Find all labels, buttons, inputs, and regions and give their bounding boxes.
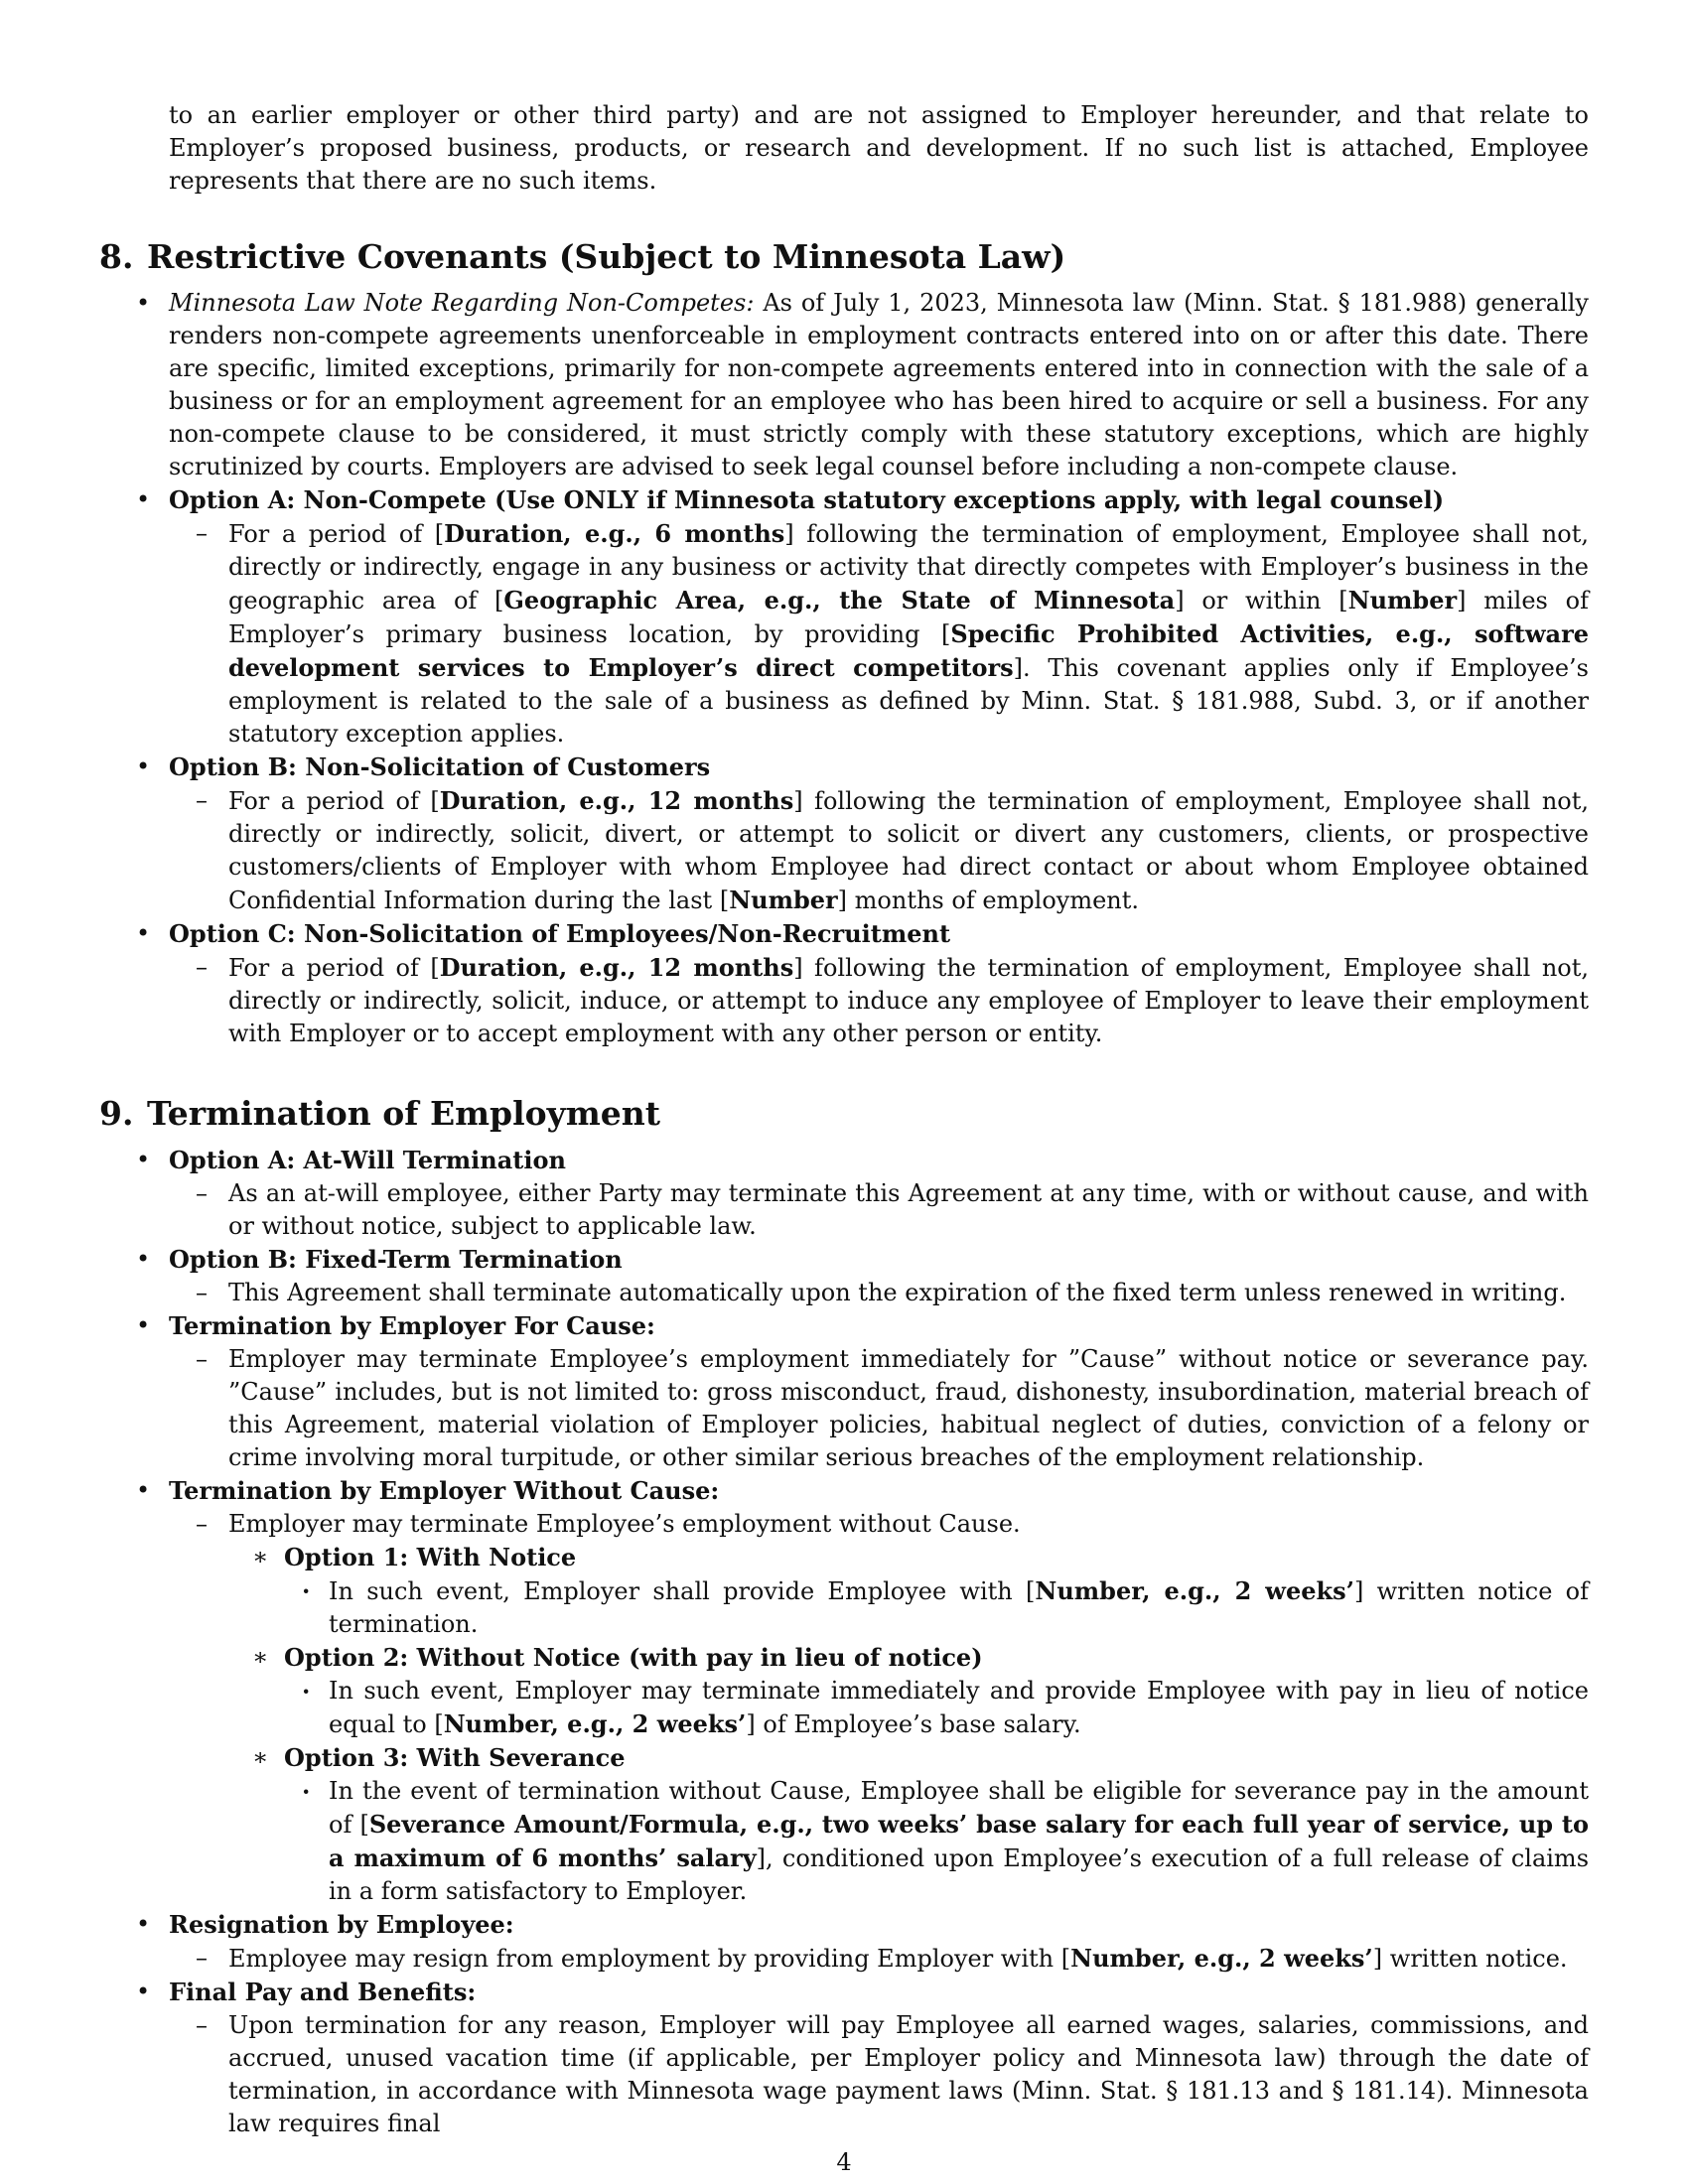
termination-without-cause — [99, 1474, 1589, 1908]
clause-text: – Upon termination for any reason, Employer will pay Employee all earned wages, salaries, commissions, and accrued, unused vacation time (if applicable, per Employer policy and Minnesota law) through the date of termination, in accordance with Minnesota wage payment laws (Minn. Stat. § 181.13 and § 181.14). Minnesota law requires final — [169, 2009, 1589, 2140]
resignation-by-employee — [99, 1908, 1589, 1976]
item-heading: Termination by Employer For Cause: — [169, 1311, 655, 1340]
option-heading: Option A: At-Will Termination — [169, 1146, 566, 1174]
clause-text: – For a period of [Duration, e.g., 6 months] following the termination of employment, Employee shall not, directly or indirectly, engage in any business or activity that directly competes with Employer’s business in the geographic area of [Geographic Area, e.g., the State of Minnesota] or within [Number] miles of Employer’s primary business location, by providing [Specific Prohibited Activities, e.g., software development services to Employer’s direct competitors]. This covenant applies only if Employee’s employment is related to the sale of a business as defined by Minn. Stat. § 181.988, Subd. 3, or if another statutory exception applies. — [169, 517, 1589, 751]
placeholder-duration: Duration, e.g., 12 months — [439, 953, 794, 982]
note-label: Minnesota Law Note Regarding Non-Competes: — [169, 289, 755, 317]
section-9-list — [99, 1144, 1589, 2140]
placeholder-number: Number — [729, 886, 838, 914]
option-c-non-solicitation-employees — [99, 917, 1589, 1050]
clause-text: · In such event, Employer shall provide Employee with [Number, e.g., 2 weeks’] written notice of termination. — [284, 1574, 1589, 1641]
option-heading: Option B: Non-Solicitation of Customers — [169, 752, 711, 781]
placeholder-notice-period: Number, e.g., 2 weeks’ — [443, 1709, 747, 1738]
option-heading: Option A: Non-Compete (Use ONLY if Minnesota statutory exceptions apply, with legal counsel) — [169, 485, 1445, 514]
item-heading: Final Pay and Benefits: — [169, 1978, 477, 2006]
clause-text: – Employer may terminate Employee’s employment immediately for ”Cause” without notice or severance pay. ”Cause” includes, but is not limited to: gross misconduct, fraud, dishonesty, insubordination, material breach of this Agreement, material violation of Employer policies, habitual neglect of duties, conviction of a felony or crime involving moral turpitude, or other similar serious breaches of the employment relationship. — [169, 1343, 1589, 1474]
option-heading: Option 2: Without Notice (with pay in lieu of notice) — [284, 1643, 983, 1672]
option-a-non-compete — [99, 483, 1589, 751]
item-heading: Termination by Employer Without Cause: — [169, 1476, 720, 1505]
page-content — [99, 99, 1589, 2140]
termination-for-cause — [99, 1309, 1589, 1474]
clause-text: – This Agreement shall terminate automatically upon the expiration of the fixed term unless renewed in writing. — [169, 1277, 1589, 1309]
clause-text: · In such event, Employer may terminate immediately and provide Employee with pay in lieu of notice equal to [Number, e.g., 2 weeks’] of Employee’s base salary. — [284, 1675, 1589, 1741]
minnesota-law-note — [99, 287, 1589, 483]
clause-text: – Employee may resign from employment by providing Employer with [Number, e.g., 2 weeks’] written notice. — [169, 1942, 1589, 1976]
placeholder-duration: Duration, e.g., 6 months — [444, 519, 785, 548]
option-heading: Option C: Non-Solicitation of Employees/Non-Recruitment — [169, 919, 951, 948]
placeholder-activities: Specific Prohibited Activities, e.g., software development services to Employer’s direct competitors — [228, 619, 1590, 682]
placeholder-notice-period: Number, e.g., 2 weeks’ — [1035, 1576, 1354, 1605]
option-heading: Option 1: With Notice — [284, 1543, 577, 1571]
placeholder-severance: Severance Amount/Formula, e.g., two weeks’ base salary for each full year of service, up to a maximum of 6 months’ salary — [329, 1810, 1590, 1872]
section-title: Restrictive Covenants (Subject to Minnesota Law) — [147, 237, 1066, 276]
placeholder-geographic-area: Geographic Area, e.g., the State of Minnesota — [503, 586, 1176, 614]
option-heading: Option 3: With Severance — [284, 1743, 626, 1772]
clause-text: – For a period of [Duration, e.g., 12 months] following the termination of employment, Employee shall not, directly or indirectly, solicit, induce, or attempt to induce any employee of Employer to leave their employment with Employer or to accept employment with any other person or entity. — [169, 951, 1589, 1050]
intro-paragraph: to an earlier employer or other third party) and are not assigned to Employer hereunder, and that relate to Employer’s proposed business, products, or research and development. If no such list is attached, Employee represents that there are no such items. — [169, 101, 1589, 195]
page-number: 4 — [836, 2148, 852, 2176]
placeholder-number: Number — [1347, 586, 1458, 614]
note-text: As of July 1, 2023, Minnesota law (Minn. Stat. § 181.988) generally renders non-compete agreements unenforceable in employment contracts entered into on or after this date. There are specific, limited exceptions, primarily for non-compete agreements entered into in connection with the sale of a business or for an employment agreement for an employee who has been hired to acquire or sell a business. For any non-compete clause to be considered, it must strictly comply with these statutory exceptions, which are highly scrutinized by courts. Employers are advised to seek legal counsel before including a non-compete clause. — [169, 289, 1589, 480]
option-2-without-notice — [228, 1641, 1589, 1741]
option-3-with-severance — [228, 1741, 1589, 1908]
option-1-with-notice — [228, 1541, 1589, 1641]
section-8-list — [99, 287, 1589, 1050]
clause-text: – For a period of [Duration, e.g., 12 months] following the termination of employment, Employee shall not, directly or indirectly, solicit, divert, or attempt to solicit or divert any customers, clients, or prospective customers/clients of Employer with whom Employee had direct contact or about whom Employee obtained Confidential Information during the last [Number] months of employment. — [169, 784, 1589, 917]
item-heading: Resignation by Employee: — [169, 1910, 514, 1939]
option-b-fixed-term — [99, 1243, 1589, 1309]
placeholder-duration: Duration, e.g., 12 months — [439, 786, 794, 815]
placeholder-notice-period: Number, e.g., 2 weeks’ — [1070, 1944, 1373, 1973]
clause-text: · In the event of termination without Cause, Employee shall be eligible for severance pay in the amount of [Severance Amount/Formula, e.g., two weeks’ base salary for each full year of service, up to a maximum of 6 months’ salary], conditioned upon Employee’s execution of a full release of claims in a form satisfactory to Employer. — [284, 1775, 1589, 1908]
option-heading: Option B: Fixed-Term Termination — [169, 1245, 623, 1274]
section-number: 8. — [99, 237, 134, 276]
clause-text: – Employer may terminate Employee’s employment without Cause. ∗ Option 1: With Notice · In such event, Employer shall provide Employee with [Number, e.g., 2 weeks’] written notice of termination. ∗ Option 2: Without Notice (with pay in lieu of notice) · In such event, Employer may terminate immediately and provide Employee with pay in lieu of notice equal to [Number, e.g., 2 weeks’] of Employee’s base salary. ∗ Option 3: With Severance · In the event of termination without Cause, Employee shall be eligible for severance pay in the amount of [Severance Amount/Formula, e.g., two weeks’ base salary for each full year of service, up to a maximum of 6 months’ salary], conditioned upon Employee’s execution of a full release of claims in a form satisfactory to Employer. — [169, 1508, 1589, 1908]
option-b-non-solicitation-customers — [99, 751, 1589, 917]
option-a-at-will — [99, 1144, 1589, 1243]
section-title: Termination of Employment — [147, 1094, 660, 1133]
section-number: 9. — [99, 1094, 134, 1133]
section-8-heading — [99, 235, 1589, 279]
final-pay-and-benefits — [99, 1976, 1589, 2140]
section-9-heading — [99, 1092, 1589, 1136]
clause-text: – As an at-will employee, either Party may terminate this Agreement at any time, with or without cause, and with or without notice, subject to applicable law. — [169, 1177, 1589, 1243]
